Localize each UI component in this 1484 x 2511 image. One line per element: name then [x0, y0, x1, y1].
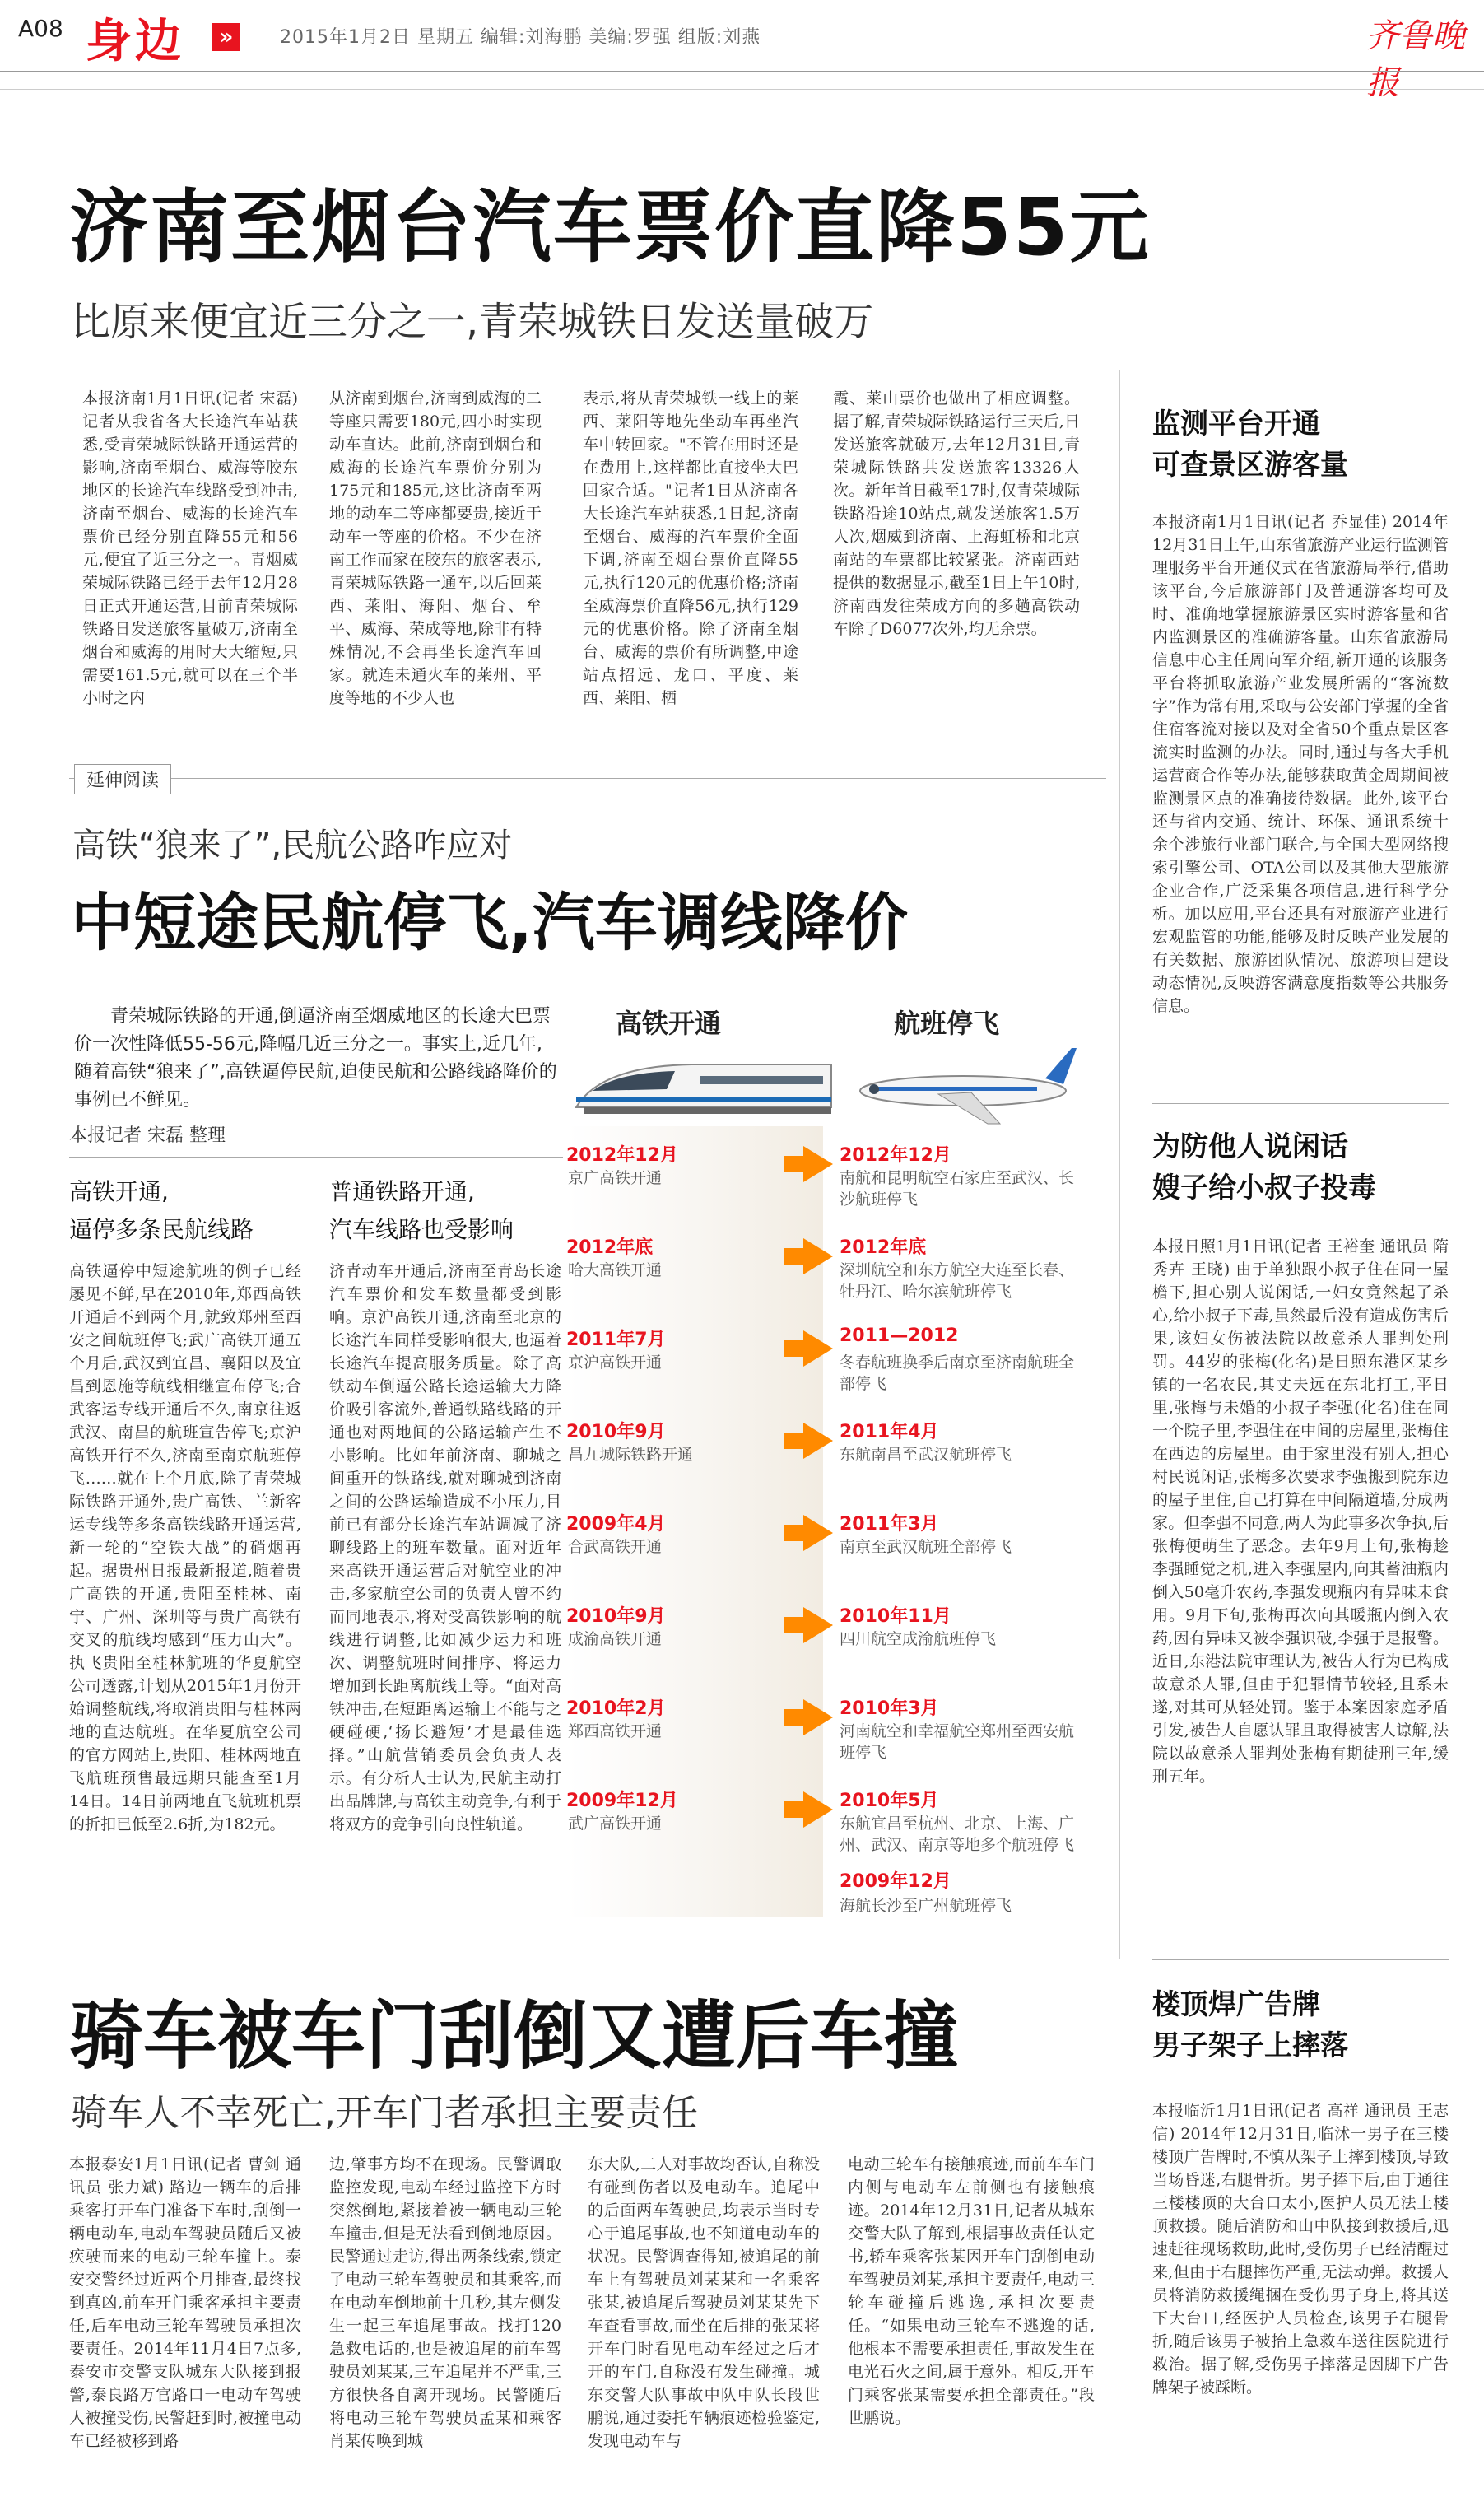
side1-rule: [1152, 1103, 1449, 1104]
article3-column-2: 边,肇事方均不在现场。民警调取监控发现,电动车经过监控下方时突然倒地,紧接着被一辆电动三轮车撞击,但是无法看到倒地原因。民警通过走访,得出两条线索,锁定了电动三轮车驾驶员和其乘客,而在电动车倒地前十几秒,其左侧发生一起三车追尾事故。找打120急救电话的,也是被追尾的前车驾驶员刘某某,三车追尾并不严重,三方很快各自离开现场。民警随后将电动三轮车驾驶员孟某和乘客肖某传唤到城: [329, 2155, 561, 2450]
side1-title: 监测平台开通 可查景区游客量: [1152, 408, 1348, 482]
extended-byline: 本报记者 宋磊 整理: [69, 1125, 226, 1146]
article1-column-3: 表示,将从青荣城铁一线上的莱西、莱阳等地先坐动车再坐汽车中转回家。"不管在用时还是在费用上,这样都比直接坐大巴回家合适。"记者1日从济南各大长途汽车站获悉,1日起,济南至烟台、威海的汽车票价全面下调,济南至烟台票价直降55元,执行120元的优惠价格;济南至威海票价直降56元,执行129元的优惠价格。除了济南至烟台、威海的票价有所调整,中途站点招远、龙口、平度、莱西、莱阳、栖: [583, 389, 798, 707]
timeline-left-desc: 成渝高铁开通: [568, 1630, 663, 1648]
newspaper-logo: 齐鲁晚报: [1366, 17, 1465, 102]
airplane-illustration: [856, 1041, 1078, 1132]
header-divider-secondary: [0, 89, 1484, 90]
article3-headline: 骑车被车门刮倒又遭后车撞: [69, 1993, 958, 2080]
timeline-row: [568, 1510, 1095, 1602]
timeline-left-year: 2012年12月: [566, 1145, 678, 1166]
page-number: A08: [18, 15, 63, 42]
timeline-row: [568, 1325, 1095, 1418]
timeline-last-year: 2009年12月: [840, 1871, 951, 1892]
extended-column-a: 高铁逼停中短途航班的例子已经屡见不鲜,早在2010年,郑西高铁开通后不到两个月,就致郑州至西安之间航班停飞;武广高铁开通五个月后,武汉到宜昌、襄阳以及宜昌到恩施等航线相继宣布停飞;合武客运专线开通后不久,南京往返武汉、南昌的航班宣告停飞;京沪高铁开行不久,济南至南京航班停飞……就在上个月底,除了青荣城际铁路开通外,贵广高铁、兰新客运专线等多条高铁线路开通运营,新一轮的“空铁大战”的硝烟再起。据贵州日报最新报道,随着贵广高铁的开通,贵阳至桂林、南宁、广州、深圳等与贵广高铁有交叉的航线均感到“压力山大”。执飞贵阳至桂林航班的华夏航空公司透露,计划从2015年1月份开始调整航线,将取消贵阳与桂林两地的直达航班。在华夏航空公司的官方网站上,贵阳、桂林两地直飞航班预售最远期只能查至1月14日。14日前两地直飞航班机票的折扣已低至2.6折,为182元。: [69, 1262, 301, 1833]
timeline-right-year: 2012年底: [840, 1237, 927, 1258]
timeline-right-desc: 东航宜昌至杭州、北京、上海、广州、武汉、南京等地多个航班停飞: [840, 1815, 1075, 1854]
timeline-arrow-icon: [784, 1340, 803, 1357]
article1-column-2: 从济南到烟台,济南到威海的二等座只需要180元,四小时实现动车直达。此前,济南到烟台和威海的长途汽车票价分别为175元和185元,这比济南至两地的动车二等座都要贵,接近于动车一等座的价格。不少在济南工作而家在胶东的旅客表示,青荣城际铁路一通车,以后回莱西、莱阳、海阳、烟台、牟平、威海、荣成等地,除非有特殊情况,不会再坐长途汽车回家。就连未通火车的莱州、平度等地的不少人也: [329, 389, 542, 707]
extended-kicker: 高铁“狼来了”,民航公路咋应对: [72, 827, 513, 864]
timeline-right-desc: 南航和昆明航空石家庄至武汉、长沙航班停飞: [840, 1169, 1075, 1209]
timeline-left-desc: 京沪高铁开通: [568, 1353, 663, 1372]
extended-reading-label: 延伸阅读: [74, 764, 171, 794]
section-arrow-icon: »: [212, 23, 240, 51]
timeline-right-desc: 南京至武汉航班全部停飞: [840, 1538, 1012, 1556]
side2-body: 本报日照1月1日讯(记者 王裕奎 通讯员 隋秀卉 王晓) 由于单独跟小叔子住在同一屋檐下,担心别人说闲话,一妇女竟然起了杀心,给小叔子下毒,虽然最后没有造成伤害后果,该妇女伤被法院以故意杀人罪判处刑罚。44岁的张梅(化名)是日照东港区某乡镇的一名农民,其丈夫远在东北打工,平日里,张梅与未婚的小叔子李强(化名)住在同一个院子里,李强住在中间的房屋里,张梅住在西边的房屋里。由于家里没有别人,担心村民说闲话,张梅多次要求李强搬到院东边的屋子里住,自己打算在中间隔道墙,分成两家。但李强不同意,两人为此事多次争执,后张梅便萌生了恶念。去年9月上旬,张梅趁李强睡觉之机,进入李强屋内,向其蓄油瓶内倒入50毫升农药,李强发现瓶内有异味未食用。9月下旬,张梅再次向其暖瓶内倒入农药,因有异味又被李强识破,李强于是报警。近日,东港法院审理认为,被告人行为已构成故意杀人罪,但由于犯罪情节较轻,且系未遂,对其可从轻处罚。鉴于本案因家庭矛盾引发,被告人自愿认罪且取得被害人谅解,法院以故意杀人罪判处张梅有期徒刑三年,缓刑五年。: [1152, 1237, 1449, 1786]
timeline-last-desc: 海航长沙至广州航班停飞: [840, 1897, 1012, 1915]
timeline-left-desc: 武广高铁开通: [568, 1815, 663, 1833]
side3-title: 楼顶焊广告牌 男子架子上摔落: [1152, 1988, 1348, 2062]
side2-rule: [1152, 1959, 1449, 1960]
section-title: 身边: [86, 15, 184, 68]
timeline-row: [568, 1418, 1095, 1510]
timeline-right-desc: 河南航空和幸福航空郑州至西安航班停飞: [840, 1722, 1075, 1762]
timeline-right-desc: 冬春航班换季后南京至济南航班全部停飞: [840, 1353, 1075, 1393]
timeline-arrow-head-icon: [803, 1791, 833, 1828]
byline-rule: [69, 1157, 563, 1158]
timeline-arrow-icon: [784, 1525, 803, 1541]
timeline-arrow-head-icon: [803, 1699, 833, 1735]
article3-subheadline: 骑车人不幸死亡,开车门者承担主要责任: [71, 2092, 698, 2134]
timeline-arrow-icon: [784, 1617, 803, 1633]
timeline-right-year: 2010年11月: [840, 1606, 951, 1627]
timeline-right-year: 2011年3月: [840, 1514, 939, 1535]
timeline-right-desc: 四川航空成渝航班停飞: [840, 1630, 997, 1648]
timeline-row: [568, 1233, 1095, 1325]
high-speed-train-illustration: [568, 1050, 840, 1124]
extended-reading-rule: [69, 778, 1106, 779]
timeline-left-year: 2010年9月: [566, 1606, 666, 1627]
timeline-left-year: 2011年7月: [566, 1330, 666, 1350]
timeline-row: [568, 1602, 1095, 1694]
side3-body: 本报临沂1月1日讯(记者 高祥 通讯员 王志信) 2014年12月31日,临沭一男子在三楼楼顶广告牌时,不慎从架子上摔到楼顶,导致当场昏迷,右腿骨折。男子捧下后,由于通往三楼楼顶的大台口太小,医护人员无法上楼顶救援。随后消防和山中队接到救援后,迅速赶往现场救助,此时,受伤男子已经清醒过来,但由于右腿摔伤严重,无法动弹。救援人员将消防救援绳捆在受伤男子身上,将其送下大台口,经医护人员检查,该男子右腿骨折,随后该男子被抬上急救车送往医院进行救治。据了解,受伤男子摔落是因脚下广告牌架子被踩断。: [1152, 2102, 1449, 2397]
timeline-left-desc: 合武高铁开通: [568, 1538, 663, 1556]
article3-column-4: 电动三轮车有接触痕迹,而前车车门内侧与电动车左前侧也有接触痕迹。2014年12月31日,记者从城东交警大队了解到,根据事故责任认定书,轿车乘客张某因开车门刮倒电动车驾驶员刘某,承担主要责任,电动三轮车碰撞后逃逸,承担次要责任。“如果电动三轮车不逃逸的话,他根本不需要承担责任,事故发生在电光石火之间,属于意外。相反,开车门乘客张某需要承担全部责任。”段世鹏说。: [848, 2155, 1095, 2427]
timeline-right-year: 2010年3月: [840, 1698, 939, 1719]
timeline-heading-right: 航班停飞: [894, 1008, 1000, 1039]
header-divider: [0, 71, 1484, 72]
timeline-row: [568, 1694, 1095, 1787]
article3-column-3: 东大队,二人对事故均否认,自称没有碰到伤者以及电动车。追尾中的后面两车驾驶员,均表示当时专心于追尾事故,也不知道电动车的状况。民警调查得知,被追尾的前车上有驾驶员刘某某和一名乘客张某,被追尾后驾驶员刘某某先下车查看事故,而坐在后排的张某将开车门时看见电动车经过之后才开的车门,自称没有发生碰撞。城东交警大队事故中队中队长段世鹏说,通过委托车辆痕迹检验鉴定,发现电动车与: [588, 2155, 820, 2450]
side1-body: 本报济南1月1日讯(记者 乔显佳) 2014年12月31日上午,山东省旅游产业运行监测管理服务平台开通仪式在省旅游局举行,借助该平台,今后旅游部门及普通游客均可及时、准确地掌握旅游景区实时游客量和省内监测景区的准确游客量。山东省旅游局信息中心主任周向军介绍,新开通的该服务平台将抓取旅游产业发展所需的“客流数字”作为常有用,采取与公安部门掌握的全省住宿客流对接以及对全省50个重点景区客流实时监测的办法。同时,通过与各大手机运营商合作等办法,能够获取黄金周期间被监测景区点的准确接待数据。此外,该平台还与省内交通、统计、环保、通讯系统十余个涉旅行业部门联合,与全国大型网络搜索引擎公司、OTA公司以及其他大型旅游企业合作,广泛采集各项信息,进行科学分析。加以应用,平台还具有对旅游产业进行宏观监管的功能,能够及时反映产业发展的有关数据、旅游团队情况、旅游项目建设动态情况,反映游客满意度指数等公共服务信息。: [1152, 513, 1449, 1015]
timeline-arrow-head-icon: [803, 1238, 833, 1274]
article1-column-4: 霞、莱山票价也做出了相应调整。据了解,青荣城际铁路运行三天后,日发送旅客就破万,去年12月31日,青荣城际铁路共发送旅客13326人次。新年首日截至17时,仅青荣城际铁路沿途10站点,就发送旅客1.5万人次,烟威到济南、上海虹桥和北京南站的车票都比较紧张。济南西站提供的数据显示,截至1日上午10时,济南西发往荣成方向的多趟高铁动车除了D6077次外,均无余票。: [833, 389, 1080, 638]
extended-headline: 中短途民航停飞,汽车调线降价: [71, 886, 908, 959]
side2-title: 为防他人说闲话 嫂子给小叔子投毒: [1152, 1130, 1376, 1204]
timeline-left-desc: 郑西高铁开通: [568, 1722, 663, 1740]
timeline-arrow-icon: [784, 1433, 803, 1449]
timeline-arrow-head-icon: [803, 1423, 833, 1459]
article1-subheadline: 比原来便宜近三分之一,青荣城铁日发送量破万: [71, 299, 874, 345]
article3-column-1: 本报泰安1月1日讯(记者 曹剑 通讯员 张力斌) 路边一辆车的后排乘客打开车门准备下车时,刮倒一辆电动车,电动车驾驶员随后又被疾驶而来的电动三轮车撞上。泰安交警经过近两个月排查,最终找到真凶,前车开门乘客承担主要责任,后车电动三轮车驾驶员承担次要责任。2014年11月4日7点多,泰安市交警支队城东大队接到报警,泰良路万官路口一电动车驾驶人被撞受伤,民警赶到时,被撞电动车已经被移到路: [69, 2155, 301, 2450]
timeline-left-desc: 昌九城际铁路开通: [568, 1446, 694, 1464]
timeline-right-year: 2010年5月: [840, 1791, 939, 1811]
timeline-arrow-icon: [784, 1156, 803, 1172]
timeline-row: [568, 1141, 1095, 1233]
timeline-left-year: 2009年12月: [566, 1791, 678, 1811]
timeline-right-year: 2011年4月: [840, 1422, 939, 1442]
timeline-right-desc: 东航南昌至武汉航班停飞: [840, 1446, 1012, 1464]
timeline-left-desc: 京广高铁开通: [568, 1169, 663, 1187]
timeline-left-year: 2010年2月: [566, 1698, 666, 1719]
timeline-arrow-icon: [784, 1801, 803, 1818]
timeline-graphic: [568, 1126, 1095, 1917]
timeline-heading-left: 高铁开通: [616, 1008, 722, 1039]
timeline-arrow-icon: [784, 1248, 803, 1265]
timeline-arrow-head-icon: [803, 1330, 833, 1367]
article1-column-1: 本报济南1月1日讯(记者 宋磊) 记者从我省各大长途汽车站获悉,受青荣城际铁路开通运营的影响,济南至烟台、威海等胶东地区的长途汽车线路受到冲击,济南至烟台、威海的长途汽车票价已经分别直降55元和56元,便宜了近三分之一。青烟威荣城际铁路已经于去年12月28日正式开通运营,目前青荣城际铁路日发送旅客量破万,济南至烟台和威海的用时大大缩短,只需要161.5元,就可以在三个半小时之内: [82, 389, 298, 707]
timeline-left-year: 2010年9月: [566, 1422, 666, 1442]
timeline-arrow-head-icon: [803, 1515, 833, 1551]
extended-lead: 青荣城际铁路的开通,倒逼济南至烟威地区的长途大巴票价一次性降低55-56元,降幅几近三分之一。事实上,近几年,随着高铁“狼来了”,高铁逼停民航,迫使民航和公路线路降价的事例已不鲜见。: [74, 1006, 557, 1111]
timeline-left-year: 2012年底: [566, 1237, 654, 1258]
timeline-left-desc: 哈大高铁开通: [568, 1261, 663, 1279]
timeline-right-desc: 深圳航空和东方航空大连至长春、牡丹江、哈尔滨航班停飞: [840, 1261, 1075, 1301]
side-column-divider: [1119, 370, 1120, 1959]
timeline-row: [568, 1787, 1095, 1879]
subhead-b: 普通铁路开通, 汽车线路也受影响: [329, 1178, 514, 1243]
timeline-arrow-head-icon: [803, 1607, 833, 1643]
timeline-right-year: 2012年12月: [840, 1145, 951, 1166]
article1-headline: 济南至烟台汽车票价直降55元: [69, 181, 1151, 273]
extended-column-b: 济青动车开通后,济南至青岛长途汽车票价和发车数量都受到影响。京沪高铁开通,济南至北京的长途汽车同样受影响很大,也逼着长途汽车提高服务质量。除了高铁动车倒逼公路长途运输大力降价吸引客流外,普通铁路线路的开通也对两地间的公路运输产生不小影响。比如年前济南、聊城之间重开的铁路线,就对聊城到济南之间的公路运输造成不小压力,目前已有部分长途汽车站调减了济聊线路上的班车数量。面对近年来高铁开通运营后对航空业的冲击,多家航空公司的负责人曾不约而同地表示,将对受高铁影响的航线进行调整,比如减少运力和班次、调整航班时间排序、将运力增加到长距离航线上等。“面对高铁冲击,在短距离运输上不能与之硬碰硬,‘扬长避短’才是最佳选择。”山航营销委员会负责人表示。有分析人士认为,民航主动打出品牌牌,与高铁主动竞争,有利于将双方的竞争引向良性轨道。: [329, 1262, 561, 1833]
timeline-arrow-head-icon: [803, 1146, 833, 1182]
timeline-left-year: 2009年4月: [566, 1514, 666, 1535]
timeline-right-year: 2011—2012: [840, 1325, 959, 1346]
issue-info: 2015年1月2日 星期五 编辑:刘海鹏 美编:罗强 组版:刘燕: [280, 27, 761, 48]
timeline-arrow-icon: [784, 1709, 803, 1726]
subhead-a: 高铁开通, 逼停多条民航线路: [69, 1178, 254, 1243]
